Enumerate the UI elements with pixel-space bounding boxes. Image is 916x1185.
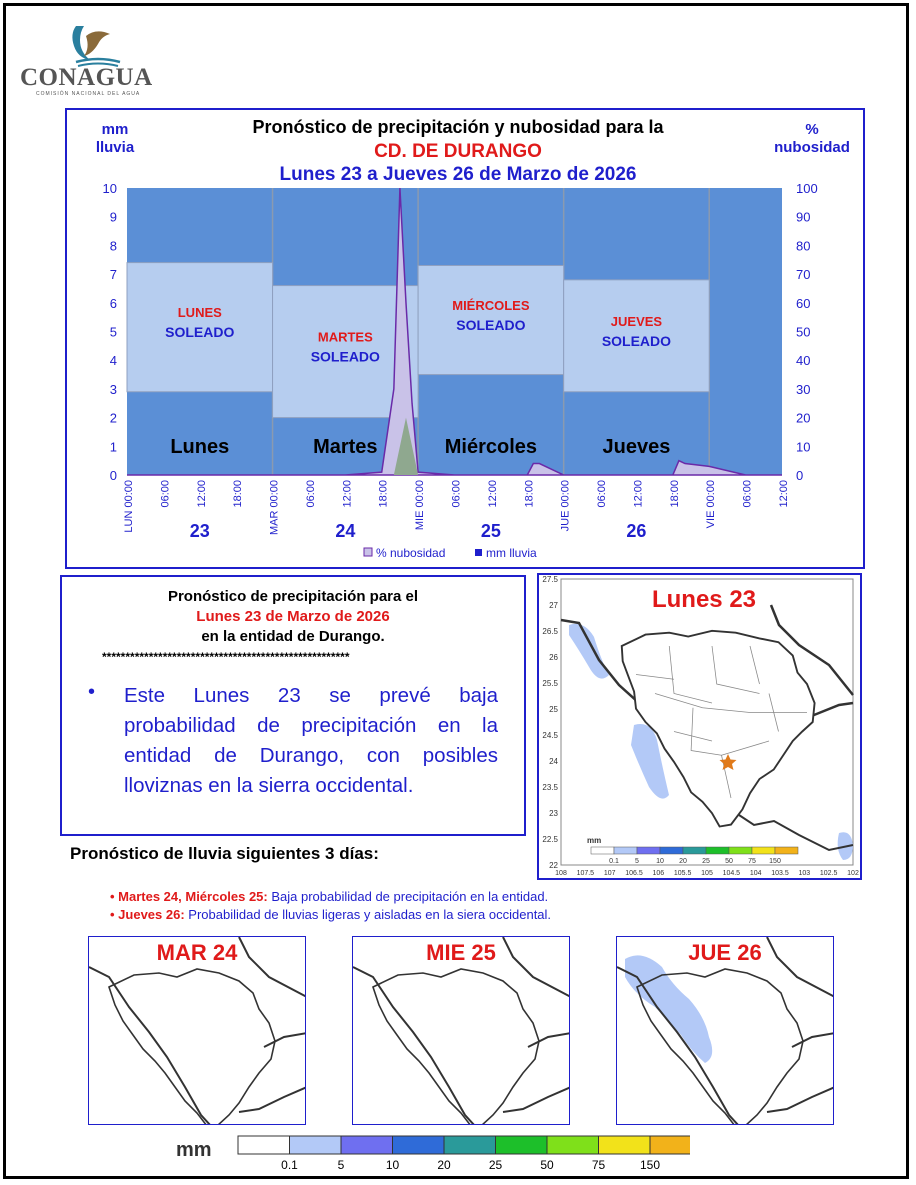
- y-right-tick-label: 50: [796, 324, 811, 340]
- map-title: Lunes 23: [651, 586, 757, 613]
- map-legend-swatch: [729, 847, 752, 854]
- x-tick-group: [596, 480, 608, 508]
- x-tick-group: [560, 480, 572, 531]
- map-y-tick-label: 26.5: [542, 627, 558, 636]
- x-tick-label: 12:00: [341, 480, 354, 508]
- precipitation-color-legend: [170, 1130, 690, 1175]
- map-y-tick-label: 23: [549, 809, 558, 818]
- x-tick-group: [305, 480, 317, 508]
- legend-cloud-swatch: [364, 548, 372, 556]
- legend-rain-label: mm lluvia: [486, 546, 537, 560]
- x-tick-group: [523, 480, 535, 508]
- y-left-tick-label: 3: [109, 381, 117, 397]
- y-right-tick-label: 60: [796, 295, 811, 311]
- map-legend-unit: mm: [587, 836, 602, 845]
- state-border-line: [89, 967, 211, 1125]
- x-tick-group: [232, 480, 244, 508]
- y-right-tick-label: 80: [796, 238, 811, 254]
- x-tick-group: [632, 480, 644, 508]
- y-right-tick-label: 10: [796, 439, 811, 455]
- map-mie-25-title: MIE 25: [426, 940, 496, 965]
- map-x-tick-label: 107.5: [576, 870, 595, 877]
- map-y-tick-label: 26: [549, 653, 558, 662]
- left-axis-unit: [90, 121, 140, 157]
- map-y-tick-label: 27: [549, 601, 558, 610]
- x-tick-group: [341, 480, 353, 508]
- forecast-condition-label: SOLEADO: [601, 332, 672, 349]
- x-tick-group: [742, 480, 754, 508]
- map-x-tick-label: 104: [749, 870, 762, 877]
- x-tick-label: JUE 00:00: [559, 480, 572, 532]
- separator-stars: *****************************************************: [102, 650, 350, 664]
- forecast-condition-label: SOLEADO: [165, 324, 235, 341]
- state-border-line: [792, 1033, 834, 1047]
- note2-days: • Jueves 26:: [110, 907, 185, 922]
- x-tick-label: 18:00: [523, 480, 536, 508]
- state-border-line: [264, 1033, 306, 1047]
- right-axis-unit-line2: nubosidad: [774, 139, 850, 156]
- legend-value-label: 150: [639, 1158, 661, 1172]
- day-name-label: Miércoles: [444, 436, 538, 458]
- x-tick-label: 06:00: [450, 480, 463, 508]
- durango-outline: [373, 969, 539, 1125]
- map-x-tick-label: 102.5: [819, 870, 838, 877]
- y-left-tick-label: 0: [109, 468, 117, 483]
- map-y-tick-label: 22.5: [542, 835, 558, 844]
- daily-forecast-line1: Pronóstico de precipitación para el: [167, 588, 419, 605]
- note1-days: • Martes 24, Miércoles 25:: [110, 889, 268, 904]
- x-tick-label: 12:00: [195, 480, 208, 508]
- note1-text: Baja probabilidad de precipitación en la entidad.: [267, 889, 549, 904]
- legend-color-swatch: [599, 1136, 651, 1154]
- day-number-label: 25: [480, 521, 501, 541]
- map-legend-swatch: [775, 847, 798, 854]
- x-tick-group: [378, 480, 390, 508]
- legend-color-swatch: [444, 1136, 496, 1154]
- map-x-tick-label: 104.5: [722, 870, 741, 877]
- y-left-tick-label: 2: [109, 410, 117, 426]
- map-y-tick-label: 22: [549, 861, 558, 870]
- y-right-tick-label: 0: [796, 468, 804, 483]
- state-border-line: [767, 1087, 834, 1112]
- right-axis-unit-line1: %: [805, 121, 819, 138]
- chart-title-line2: CD. DE DURANGO: [374, 141, 542, 162]
- x-tick-label: 12:00: [632, 480, 645, 508]
- x-tick-group: [778, 480, 790, 508]
- map-legend-swatch: [591, 847, 614, 854]
- x-tick-group: [451, 480, 463, 508]
- legend-unit: mm: [176, 1139, 212, 1161]
- chart-title-line3: Lunes 23 a Jueves 26 de Marzo de 2026: [279, 164, 637, 185]
- map-mie-25: [352, 936, 570, 1125]
- day-name-label: Martes: [313, 436, 378, 458]
- precipitation-map-panel: [537, 573, 862, 880]
- map-y-tick-label: 24: [549, 757, 558, 766]
- map-legend-value: 0.1: [609, 858, 619, 865]
- daily-forecast-line3: en la entidad de Durango.: [201, 628, 385, 645]
- y-left-tick-label: 4: [109, 353, 117, 369]
- y-right-tick-label: 90: [796, 209, 811, 225]
- x-tick-label: 12:00: [778, 480, 790, 508]
- legend-color-swatch: [341, 1136, 393, 1154]
- x-tick-label: 18:00: [232, 480, 245, 508]
- note2-text: Probabilidad de lluvias ligeras y aisladas en la siera occidental.: [184, 907, 552, 922]
- map-y-tick-label: 25.5: [542, 679, 558, 688]
- map-legend-swatch: [706, 847, 729, 854]
- x-tick-group: [705, 480, 717, 528]
- map-x-tick-label: 103.5: [771, 870, 789, 877]
- map-mar-24-title: MAR 24: [156, 940, 238, 965]
- map-legend-swatch: [752, 847, 775, 854]
- y-left-tick-label: 1: [109, 439, 117, 455]
- state-border-line: [353, 967, 475, 1125]
- next-days-note-1: [110, 889, 548, 904]
- legend-cloud-label: % nubosidad: [376, 546, 446, 560]
- map-legend-value: 25: [702, 858, 710, 865]
- x-tick-label: 06:00: [304, 480, 317, 508]
- y-left-tick-label: 10: [102, 181, 117, 196]
- y-right-tick-label: 40: [796, 353, 811, 369]
- map-legend-swatch: [637, 847, 660, 854]
- map-jue-26-title: JUE 26: [688, 940, 762, 965]
- x-tick-label: 06:00: [596, 480, 609, 508]
- day-number-label: 26: [626, 521, 647, 541]
- y-right-tick-label: 100: [796, 181, 818, 196]
- map-y-tick-label: 27.5: [542, 575, 558, 584]
- legend-color-swatch: [650, 1136, 690, 1154]
- legend-value-label: 25: [488, 1158, 503, 1172]
- map-y-tick-label: 23.5: [542, 783, 558, 792]
- daily-forecast-panel: [60, 575, 526, 836]
- map-legend-swatch: [683, 847, 706, 854]
- x-tick-group: [487, 480, 499, 508]
- logo-subtitle: COMISIÓN NACIONAL DEL AGUA: [36, 91, 141, 97]
- x-tick-group: [269, 480, 281, 535]
- legend-value-label: 20: [437, 1158, 451, 1172]
- x-tick-label: 06:00: [159, 480, 172, 508]
- x-tick-label: 06:00: [741, 480, 754, 508]
- y-right-tick-label: 20: [796, 410, 811, 426]
- x-tick-label: VIE 00:00: [705, 480, 718, 529]
- x-tick-label: 18:00: [668, 480, 681, 508]
- map-legend-value: 75: [748, 858, 756, 865]
- forecast-day-label: LUNES: [177, 305, 222, 321]
- x-tick-group: [196, 480, 208, 508]
- y-left-tick-label: 6: [109, 295, 117, 311]
- map-x-tick-label: 102: [847, 870, 859, 877]
- map-legend-value: 50: [725, 858, 733, 865]
- map-y-tick-label: 25: [549, 705, 558, 714]
- legend-value-label: 50: [540, 1158, 554, 1172]
- state-border-line: [528, 1033, 570, 1047]
- map-legend-swatch: [660, 847, 683, 854]
- legend-color-swatch: [547, 1136, 599, 1154]
- next-days-note-2: [110, 907, 551, 922]
- legend-value-label: 10: [385, 1158, 400, 1172]
- left-axis-unit-line1: mm: [101, 121, 129, 138]
- map-x-tick-label: 105: [701, 870, 713, 877]
- map-x-tick-label: 107: [603, 870, 616, 877]
- right-axis-unit: [762, 121, 862, 157]
- map-legend-value: 10: [656, 858, 664, 865]
- daily-forecast-date: Lunes 23 de Marzo de 2026: [196, 608, 390, 625]
- forecast-day-label: MARTES: [317, 329, 373, 345]
- bullet-icon: •: [88, 681, 96, 703]
- x-tick-label: 12:00: [486, 480, 499, 508]
- map-x-tick-label: 105.5: [673, 870, 692, 877]
- x-tick-group: [159, 480, 171, 508]
- state-border-line: [239, 1087, 306, 1112]
- left-axis-unit-line2: lluvia: [95, 139, 135, 156]
- legend-value-label: 75: [591, 1158, 606, 1172]
- x-tick-label: LUN 00:00: [123, 480, 135, 533]
- next-days-title: Pronóstico de lluvia siguientes 3 días:: [70, 844, 379, 863]
- x-tick-group: [123, 480, 135, 533]
- y-right-tick-label: 70: [796, 267, 811, 283]
- legend-color-swatch: [393, 1136, 445, 1154]
- legend-value-label: 5: [337, 1158, 345, 1172]
- legend-color-swatch: [290, 1136, 342, 1154]
- y-left-tick-label: 5: [109, 324, 117, 340]
- map-x-tick-label: 108: [555, 870, 567, 877]
- daily-forecast-text: Este Lunes 23 se prevé baja probabilidad de precipitación en la entidad de Durango, con posibles lloviznas en la sierra occidental.: [124, 684, 498, 797]
- x-tick-group: [414, 480, 426, 530]
- logo-wordmark: CONAGUA: [20, 64, 153, 91]
- y-right-tick-label: 30: [796, 381, 811, 397]
- map-legend-value: 150: [769, 858, 781, 865]
- durango-precipitation-map: [539, 575, 860, 878]
- x-tick-label: MIE 00:00: [414, 480, 427, 531]
- map-mar-24: [88, 936, 306, 1125]
- durango-outline: [109, 969, 275, 1125]
- chart-title-line1: Pronóstico de precipitación y nubosidad para la: [252, 117, 664, 137]
- legend-color-swatch: [238, 1136, 290, 1154]
- day-number-label: 24: [335, 521, 356, 541]
- day-number-label: 23: [189, 521, 210, 541]
- y-left-tick-label: 9: [109, 209, 117, 225]
- day-name-label: Jueves: [602, 436, 671, 458]
- map-jue-26: [616, 936, 834, 1125]
- legend-color-swatch: [496, 1136, 548, 1154]
- forecast-day-label: JUEVES: [610, 313, 663, 329]
- map-x-tick-label: 106: [652, 870, 665, 877]
- map-x-tick-label: 103: [798, 870, 811, 877]
- y-left-tick-label: 8: [109, 238, 117, 254]
- x-tick-label: 18:00: [377, 480, 390, 508]
- map-x-tick-label: 106.5: [625, 870, 643, 877]
- state-border-line: [503, 1087, 570, 1112]
- forecast-condition-label: SOLEADO: [310, 348, 380, 365]
- legend-rain-swatch: [475, 549, 482, 556]
- map-legend-swatch: [614, 847, 637, 854]
- map-y-tick-label: 24.5: [542, 731, 558, 740]
- forecast-condition-label: SOLEADO: [456, 317, 526, 334]
- y-left-tick-label: 7: [109, 267, 117, 283]
- x-tick-group: [669, 480, 681, 508]
- legend-value-label: 0.1: [281, 1158, 298, 1172]
- map-legend-value: 5: [635, 858, 639, 865]
- forecast-chart: [66, 180, 864, 568]
- x-tick-label: MAR 00:00: [268, 480, 281, 536]
- map-legend-value: 20: [679, 858, 687, 865]
- forecast-day-label: MIÉRCOLES: [452, 298, 530, 314]
- day-name-label: Lunes: [170, 436, 230, 458]
